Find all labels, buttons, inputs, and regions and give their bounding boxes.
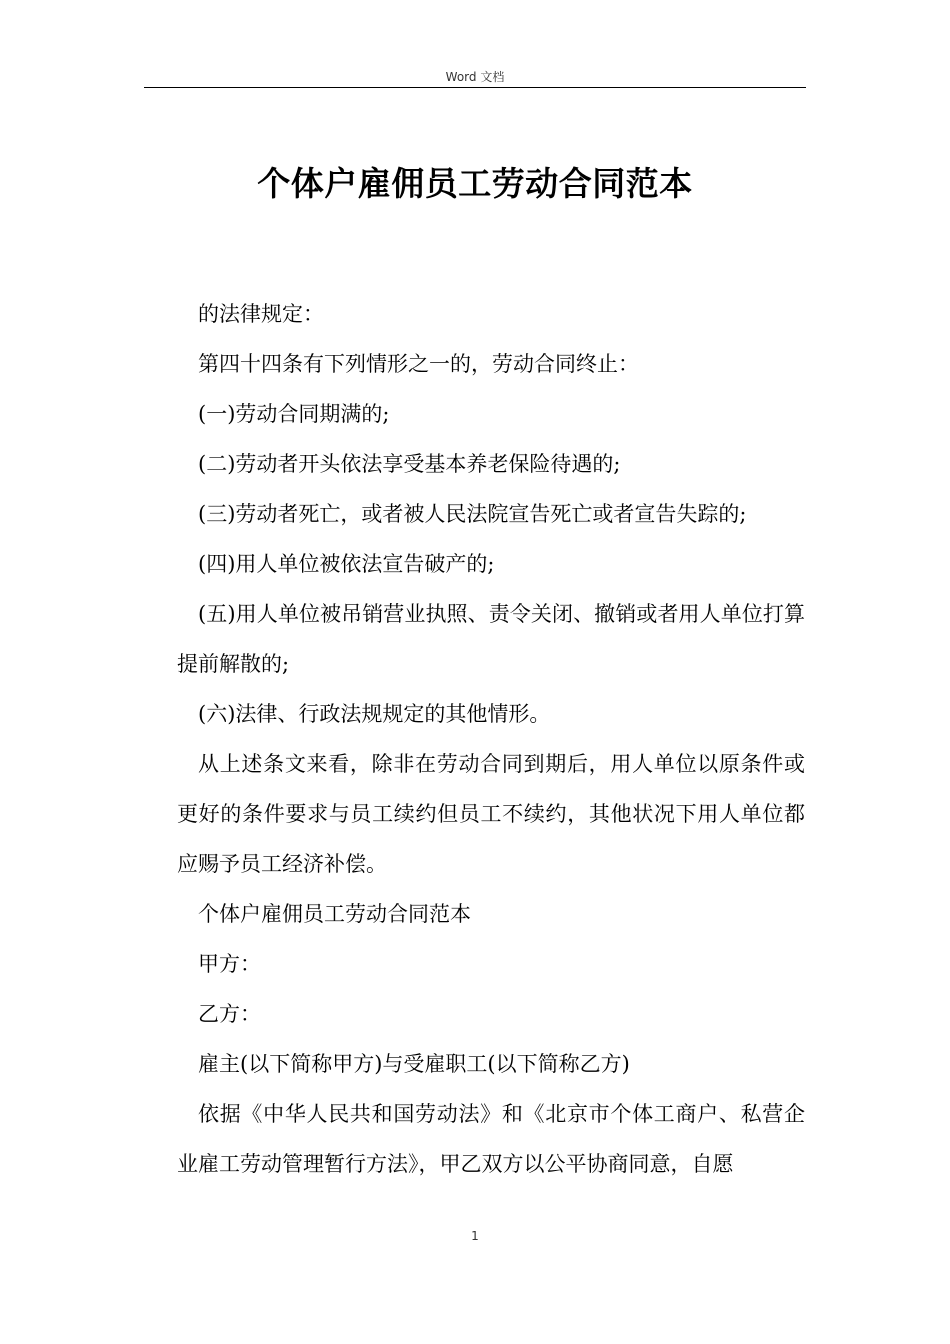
paragraph: 甲方：: [198, 952, 261, 976]
document-title: 个体户雇佣员工劳动合同范本: [257, 164, 693, 203]
paragraph: (六)法律、行政法规规定的其他情形。: [198, 702, 551, 726]
paragraph: (三)劳动者死亡，或者被人民法院宣告死亡或者宣告失踪的;: [198, 502, 747, 526]
paragraph: 第四十四条有下列情形之一的，劳动合同终止：: [198, 352, 639, 376]
page-number: 1: [471, 1229, 479, 1243]
header-divider: [144, 87, 806, 88]
document-body: [177, 289, 805, 1189]
paragraph: (二)劳动者开头依法享受基本养老保险待遇的;: [198, 452, 621, 476]
page-header: Word 文档: [445, 70, 505, 84]
paragraph: (五)用人单位被吊销营业执照、责令关闭、撤销或者用人单位打算提前解散的;: [177, 602, 805, 676]
paragraph: 依据《中华人民共和国劳动法》和《北京市个体工商户、私营企业雇工劳动管理暂行方法》，甲乙双方以公平协商同意，自愿: [177, 1102, 805, 1176]
paragraph: 雇主(以下简称甲方)与受雇职工(以下简称乙方): [198, 1052, 630, 1076]
paragraph: 的法律规定：: [198, 302, 324, 326]
paragraph: (四)用人单位被依法宣告破产的;: [198, 552, 495, 576]
paragraph: 乙方：: [198, 1002, 261, 1026]
paragraph: (一)劳动合同期满的;: [198, 402, 390, 426]
paragraph: 个体户雇佣员工劳动合同范本: [198, 902, 471, 926]
paragraph: 从上述条文来看，除非在劳动合同到期后，用人单位以原条件或更好的条件要求与员工续约但员工不续约，其他状况下用人单位都应赐予员工经济补偿。: [177, 752, 805, 876]
